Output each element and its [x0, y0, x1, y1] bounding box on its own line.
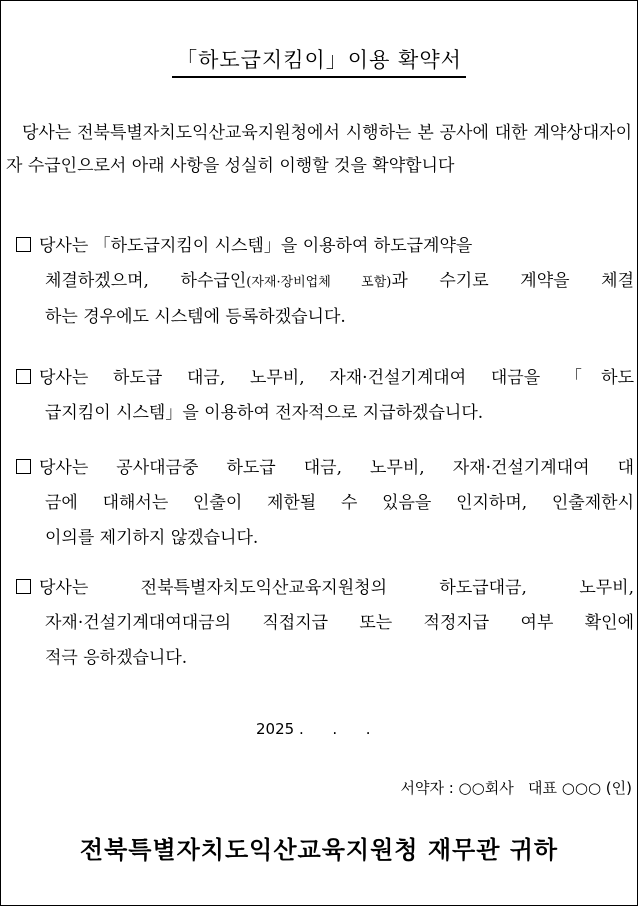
document-title — [0, 44, 638, 78]
pledge-item-4-line-2: 자재·건설기계대여대금의 직접지급 또는 적정지급 여부 확인에 — [45, 613, 634, 633]
signer-line: 서약자 : ○○회사 대표 ○○○ (인) — [400, 779, 632, 797]
intro-text: 당사는 전북특별자치도익산교육지원청에서 시행하는 본 공사에 대한 계약상대자이자 수급인으로서 아래 사항을 성실히 이행할 것을 확약합니다 — [6, 123, 632, 176]
pledge-date: 2025 . . . — [256, 720, 371, 738]
pledge-item-3-line-1: 당사는 공사대금중 하도급 대금, 노무비, 자재·건설기계대여 대 — [16, 451, 634, 486]
checkbox-icon — [16, 369, 31, 384]
pledge-item-3-line-3: 이의를 제기하지 않겠습니다. — [45, 528, 259, 548]
checkbox-icon — [16, 579, 31, 594]
pledge-item-2-line-2: 급지킴이 시스템」을 이용하여 전자적으로 지급하겠습니다. — [45, 403, 484, 423]
checkbox-icon — [16, 237, 31, 252]
pledge-item-1-line-2: 체결하겠으며, 하수급인(자재·장비업체 포함)과 수기로 계약을 체결 — [45, 271, 634, 291]
pledge-item-4-line-3: 적극 응하겠습니다. — [45, 648, 188, 668]
pledge-item-2-line-1: 당사는 하도급 대금, 노무비, 자재·건설기계대여 대금을 「하도 — [16, 361, 634, 396]
pledge-item-1-line-1: 당사는 「하도급지킴이 시스템」을 이용하여 하도급계약을 — [16, 229, 634, 264]
pledge-item-4-line-1: 당사는 전북특별자치도익산교육지원청의 하도급대금, 노무비, — [16, 571, 634, 606]
pledge-item-1-line-3: 하는 경우에도 시스템에 등록하겠습니다. — [45, 307, 346, 327]
pledge-item-3 — [16, 451, 634, 556]
intro-paragraph — [6, 117, 632, 183]
pledge-item-1 — [16, 229, 634, 335]
pledge-item-4 — [16, 571, 634, 676]
pledge-item-3-line-2: 금에 대해서는 인출이 제한될 수 있음을 인지하며, 인출제한시 — [45, 493, 634, 513]
addressee: 전북특별자치도익산교육지원청 재무관 귀하 — [79, 835, 559, 864]
title-text: 「하도급지킴이」이용 확약서 — [172, 44, 466, 78]
checkbox-icon — [16, 459, 31, 474]
pledge-item-2 — [16, 361, 634, 431]
